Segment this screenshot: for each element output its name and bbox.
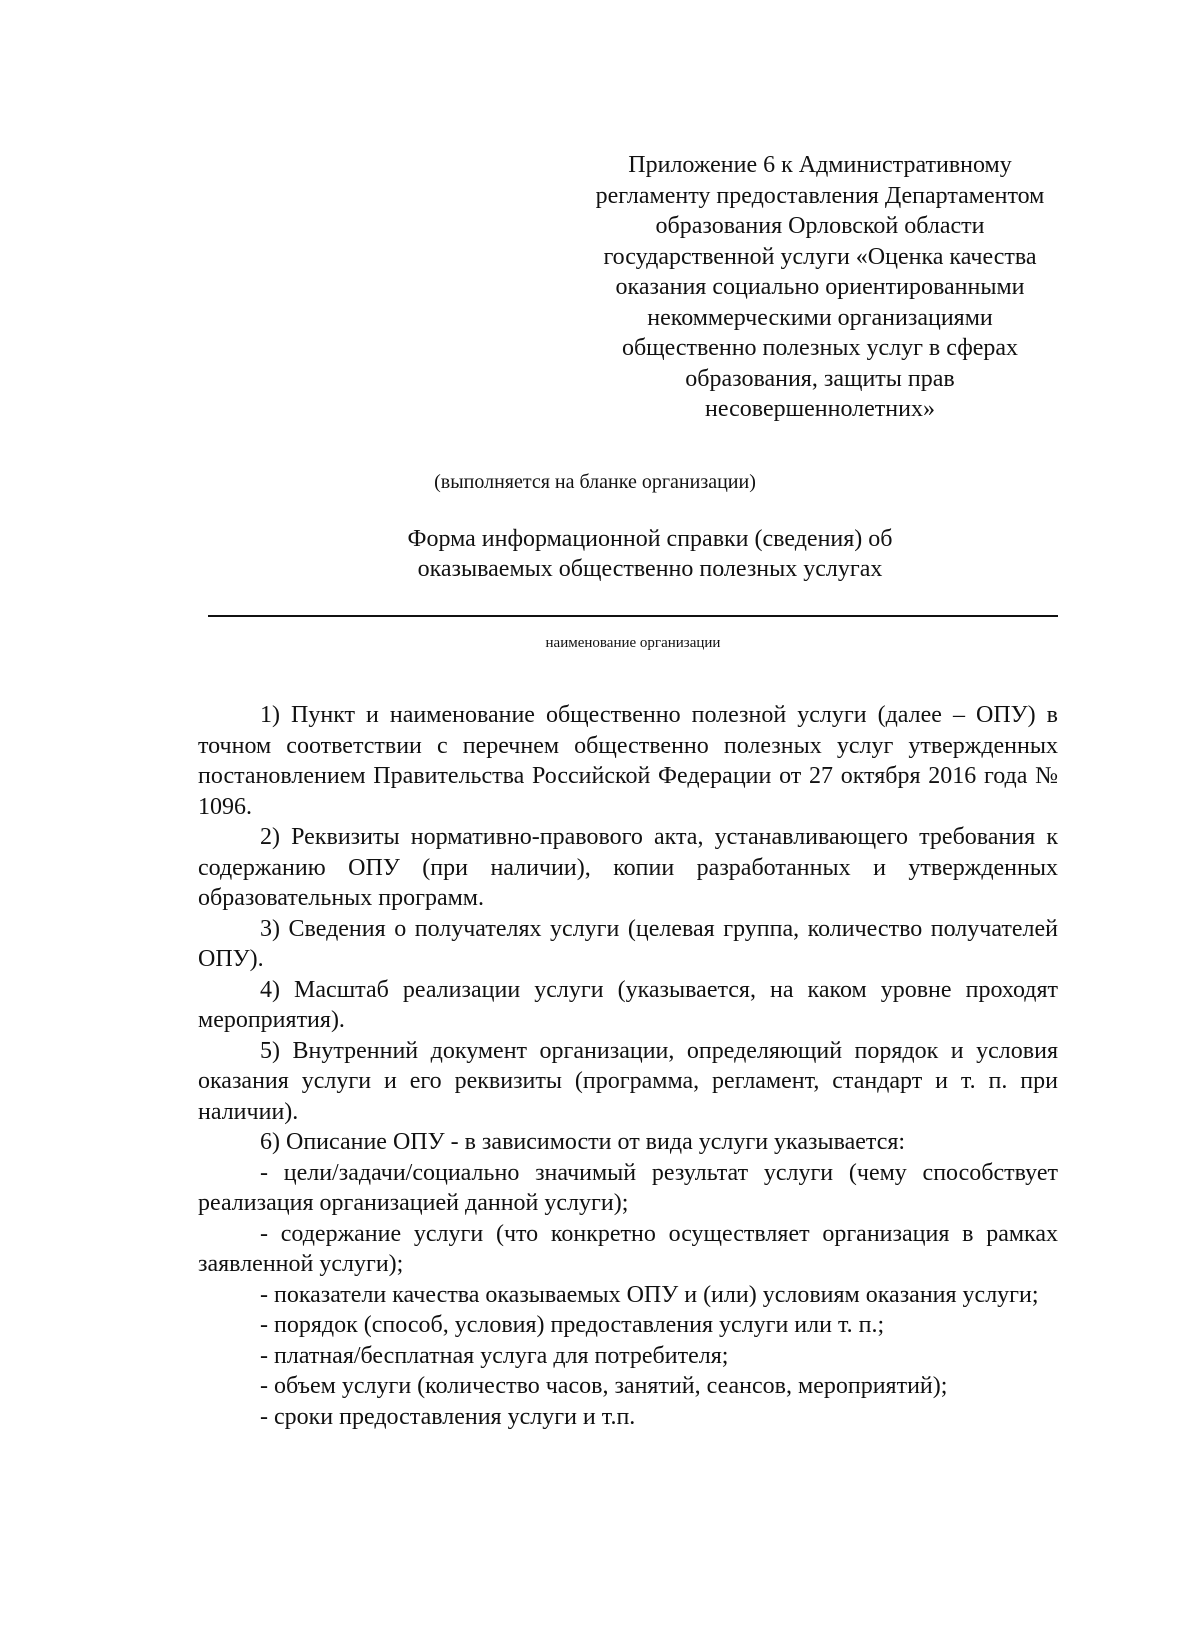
form-title-line: оказываемых общественно полезных услугах xyxy=(417,556,883,582)
organization-name-line xyxy=(208,615,1058,617)
paragraph-item-6: 6) Описание ОПУ - в зависимости от вида услуги указывается: xyxy=(260,1129,906,1155)
bullet-item: - платная/бесплатная услуга для потребителя; xyxy=(260,1342,729,1369)
appendix-line: несовершеннолетних» xyxy=(705,396,935,422)
paragraph-item-3: 3) Сведения о получателях услуги (целевая группа, количество получателей ОПУ). xyxy=(198,915,1058,972)
bullet-item: - показатели качества оказываемых ОПУ и (или) условиям оказания услуги; xyxy=(260,1281,1039,1308)
bullet-item: - объем услуги (количество часов, занятий, сеансов, мероприятий); xyxy=(260,1373,948,1399)
appendix-line: оказания социально ориентированными xyxy=(615,274,1025,300)
appendix-header xyxy=(580,150,1060,425)
paragraph-item-1: 1) Пункт и наименование общественно полезной услуги (далее – ОПУ) в точном соответствии с перечнем общественно полезных услуг утвержденных постановлением Правительства Российской Федерации от 27 октября 2016 года № 1096. xyxy=(198,702,1058,820)
appendix-line: образования, защиты прав xyxy=(685,365,955,392)
paragraph-item-2: 2) Реквизиты нормативно-правового акта, устанавливающего требования к содержанию ОПУ (при наличии), копии разработанных и утвержденных образовательных программ. xyxy=(198,824,1058,911)
letterhead-note: (выполняется на бланке организации) xyxy=(434,471,756,493)
bullet-item: - порядок (способ, условия) предоставления услуги или т. п.; xyxy=(260,1312,885,1338)
form-title-line: Форма информационной справки (сведения) об xyxy=(407,526,893,552)
organization-name-caption: наименование организации xyxy=(545,635,721,651)
appendix-line: государственной услуги «Оценка качества xyxy=(603,243,1037,270)
form-title xyxy=(270,524,1030,584)
paragraph-item-5: 5) Внутренний документ организации, определяющий порядок и условия оказания услуги и его реквизиты (программа, регламент, стандарт и т. п. при наличии). xyxy=(198,1037,1058,1125)
bullet-item: - цели/задачи/социально значимый результат услуги (чему способствует реализация организацией данной услуги); xyxy=(198,1159,1058,1216)
appendix-line: общественно полезных услуг в сферах xyxy=(621,335,1019,361)
appendix-line: образования Орловской области xyxy=(655,213,985,239)
bullet-item: - сроки предоставления услуги и т.п. xyxy=(260,1403,636,1430)
bullet-item: - содержание услуги (что конкретно осуществляет организация в рамках заявленной услуги); xyxy=(198,1220,1058,1277)
paragraph-item-4: 4) Масштаб реализации услуги (указывается, на каком уровне проходят мероприятия). xyxy=(198,976,1058,1033)
appendix-line: Приложение 6 к Административному xyxy=(628,152,1012,178)
appendix-line: некоммерческими организациями xyxy=(647,304,993,331)
appendix-line: регламенту предоставления Департаментом xyxy=(595,182,1045,209)
document-body xyxy=(198,700,1058,1432)
